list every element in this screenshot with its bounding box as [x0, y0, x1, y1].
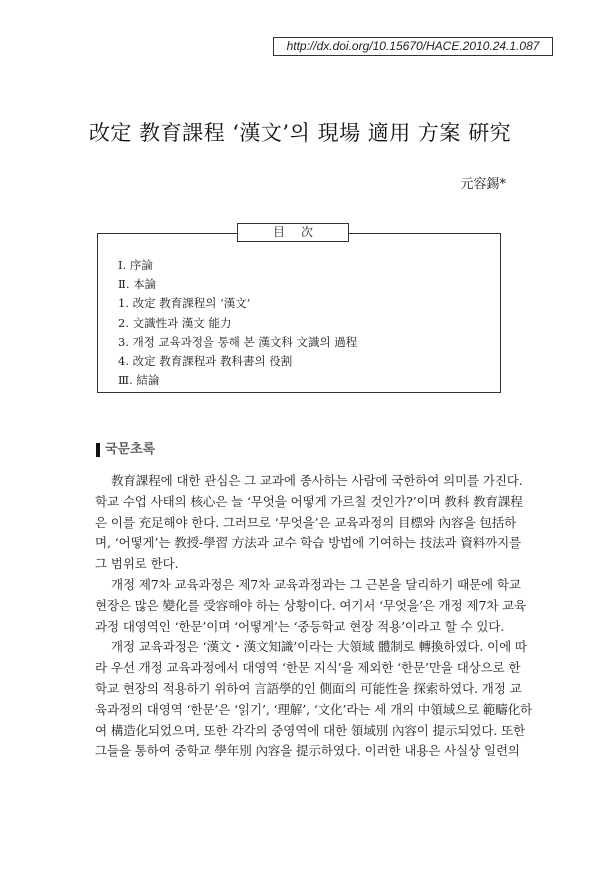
doi-box: http://dx.doi.org/10.15670/HACE.2010.24.1.087 — [273, 37, 553, 56]
toc-item: Ⅲ. 結論 — [118, 373, 160, 388]
abstract-line: 과정 대영역인 ‘한문’이며 ‘어떻게’는 ‘중등학교 현장 적용’이라고 할 수 있다. — [95, 618, 505, 634]
abstract-line: 여 構造化되었으며, 또한 각각의 중영역에 대한 領域別 內容이 提示되었다. 또한 — [95, 722, 526, 738]
toc-heading: 目次 — [237, 223, 349, 242]
abstract-line: 현장은 많은 變化를 受容해야 하는 상황이다. 여기서 ‘무엇을’은 개정 제7차 교육 — [95, 597, 527, 613]
toc-item: 4. 改定 教育課程과 教科書의 役割 — [118, 353, 293, 368]
abstract-line: 육과정의 대영역 ‘한문’은 ‘읽기’, ‘理解’, ‘文化’라는 세 개의 中領域으로 範疇化하 — [95, 701, 533, 717]
abstract-line: 개정 제7차 교육과정은 제7차 교육과정과는 그 근본을 달리하기 때문에 학교 — [111, 576, 521, 592]
toc-item: Ⅱ. 本論 — [118, 277, 157, 292]
toc-list — [118, 256, 357, 390]
abstract-line: 개정 교육과정은 ‘漢文・漢文知識’이라는 大領域 體制로 轉換하였다. 이에 따 — [111, 639, 527, 655]
author-name: 元容錫* — [460, 177, 506, 192]
abstract-line: 학교 수업 사태의 核心은 늘 ‘무엇을 어떻게 가르칠 것인가?’이며 教科 教育課程 — [95, 493, 523, 509]
abstract-line: 은 이를 充足해야 한다. 그러므로 ‘무엇을’은 교육과정의 目標와 內容을 包括하 — [95, 514, 517, 530]
toc-item: 3. 개정 교육과정을 통해 본 漢文科 文識의 過程 — [118, 334, 358, 349]
toc-item: Ⅰ. 序論 — [118, 258, 153, 272]
abstract-line: 며, ‘어떻게’는 教授-學習 方法과 교수 학습 방법에 기여하는 技法과 資料까지를 — [95, 535, 522, 551]
toc-item: 2. 文識性과 漢文 能力 — [118, 315, 232, 330]
toc-item: 1. 改定 教育課程의 ‘漢文’ — [118, 296, 251, 311]
abstract-line: 학교 현장의 적용하기 위하여 言語學的인 側面의 可能性을 探索하였다. 개정 교 — [95, 680, 522, 696]
abstract-line: 라 우선 개정 교육과정에서 대영역 ‘한문 지식’을 제외한 ‘한문’만을 대상으로 한 — [95, 660, 521, 676]
abstract-body — [95, 471, 533, 762]
abstract-line: 教育課程에 대한 관심은 그 교과에 종사하는 사람에 국한하여 의미를 가진다. — [111, 473, 523, 488]
abstract-line: 그들을 통하여 중학교 學年別 內容을 提示하였다. 이러한 내용은 사실상 일련의 — [95, 743, 520, 759]
paper-title: 改定 教育課程 ‘漢文’의 現場 適用 方案 硏究 — [88, 121, 512, 145]
abstract-heading-text: 국문초록 — [105, 442, 156, 457]
abstract-line: 그 범위로 한다. — [95, 556, 179, 572]
heading-bar-marker — [96, 443, 100, 457]
abstract-heading — [96, 442, 155, 458]
